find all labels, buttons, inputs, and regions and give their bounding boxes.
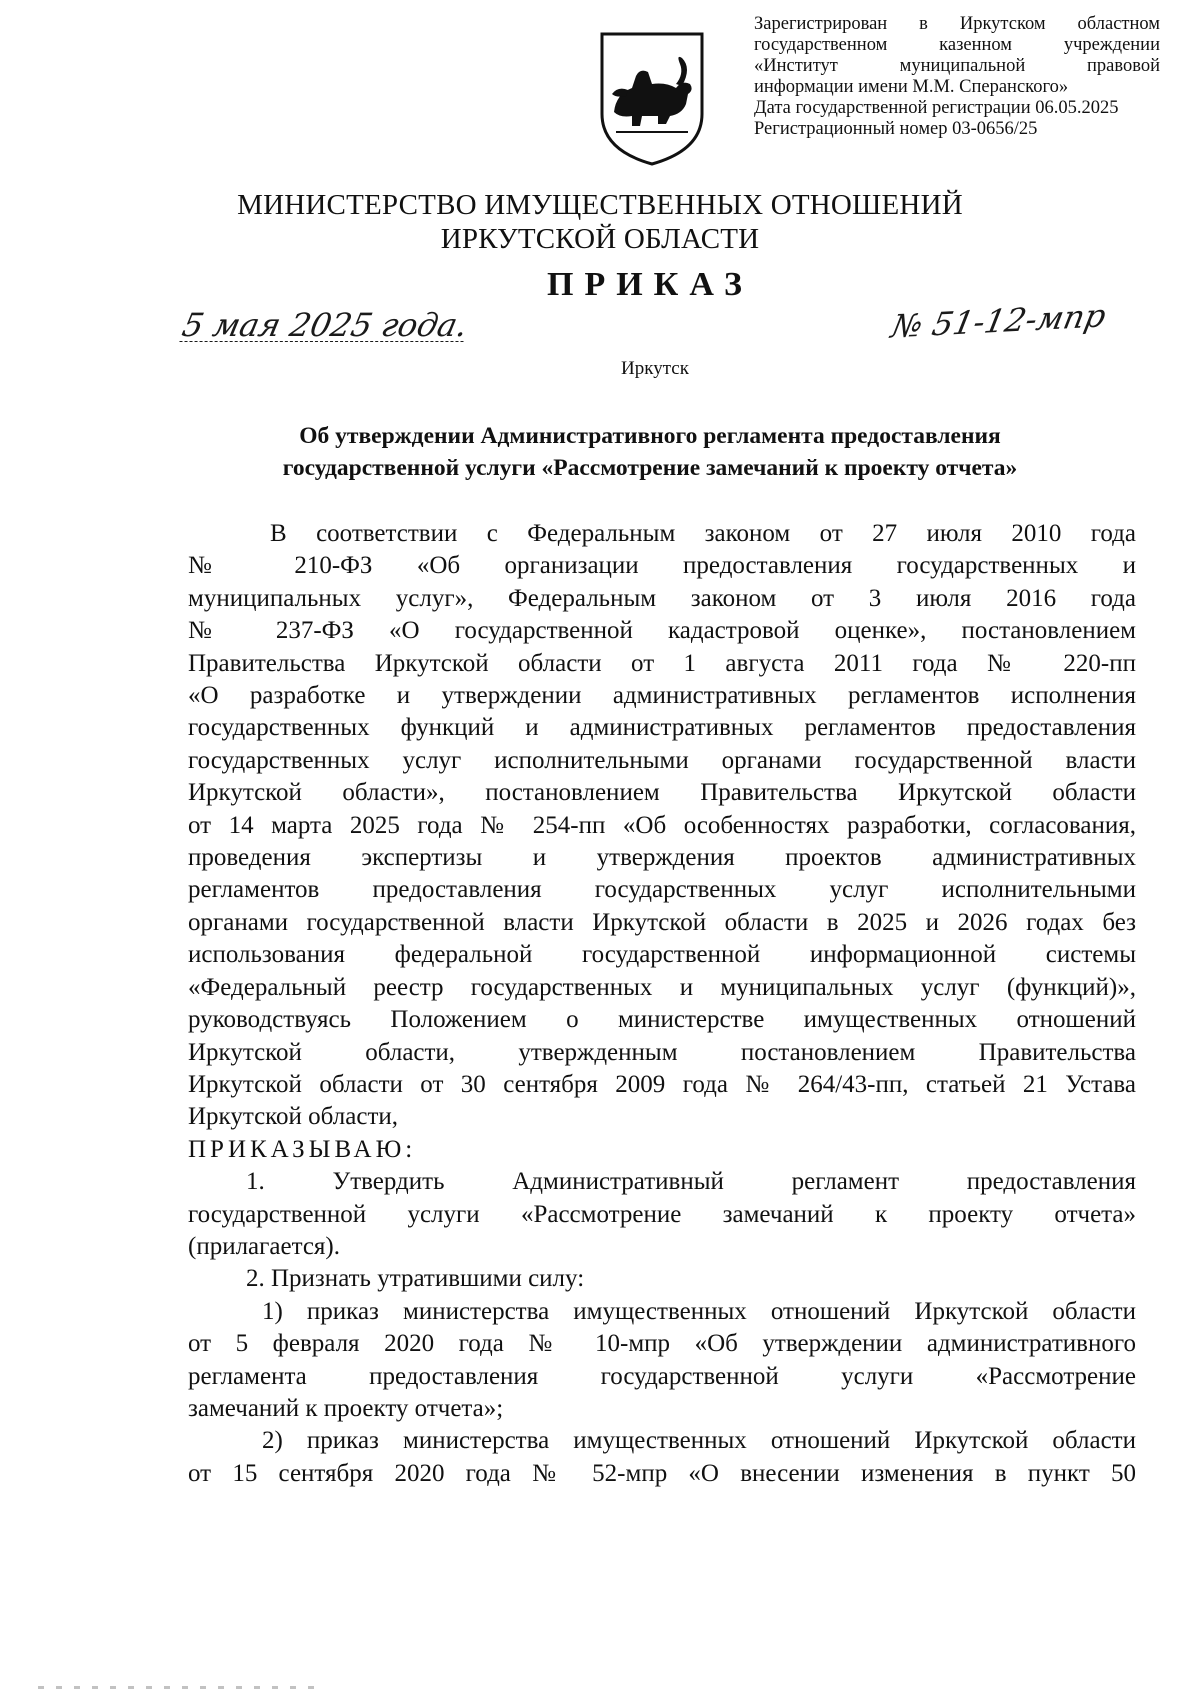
body-line: государственных функций и административных регламентов предоставления <box>188 714 1136 742</box>
registration-line: государственном казенном учреждении <box>754 35 1160 55</box>
body-line: Иркутской области, утвержденным постановлением Правительства <box>188 1038 1136 1066</box>
body-line: Иркутской области», постановлением Правительства Иркутской области <box>188 779 1136 807</box>
document-title-line: Об утверждении Административного регламента предоставления <box>299 423 1001 449</box>
body-line: от 15 сентября 2020 года № 52-мпр «О внесении изменения в пункт 50 <box>188 1459 1136 1487</box>
body-line: Правительства Иркутской области от 1 августа 2011 года № 220-пп <box>188 649 1136 677</box>
body-line: замечаний к проекту отчета»; <box>188 1394 504 1422</box>
document-body <box>188 518 1136 1490</box>
handwritten-order-number: № 51-12-мпр <box>888 296 1110 346</box>
registration-line: информации имени М.М. Сперанского» <box>754 77 1069 97</box>
registration-line: Дата государственной регистрации 06.05.2025 <box>754 98 1119 118</box>
body-line: использования федеральной государственной информационной системы <box>188 941 1136 969</box>
ministry-name <box>0 188 1200 256</box>
registration-line: Регистрационный номер 03-0656/25 <box>754 119 1038 139</box>
body-line: Иркутской области, <box>188 1103 398 1131</box>
city-name: Иркутск <box>621 358 689 379</box>
body-line: 2) приказ министерства имущественных отношений Иркутской области <box>262 1427 1136 1455</box>
body-line: «Федеральный реестр государственных и муниципальных услуг (функций)», <box>188 973 1136 1001</box>
document-title-line: государственной услуги «Рассмотрение замечаний к проекту отчета» <box>282 455 1018 481</box>
body-line: 1. Утвердить Административный регламент предоставления <box>246 1168 1136 1196</box>
ministry-name-line: ИРКУТСКОЙ ОБЛАСТИ <box>440 223 760 255</box>
registration-line: Зарегистрирован в Иркутском областном <box>754 14 1160 34</box>
document-type-heading: ПРИКАЗ <box>547 266 753 303</box>
body-line: от 5 февраля 2020 года № 10-мпр «Об утверждении административного <box>188 1330 1136 1358</box>
body-line: Иркутской области от 30 сентября 2009 года № 264/43-пп, статьей 21 Устава <box>188 1070 1136 1098</box>
body-line: № 210-ФЗ «Об организации предоставления государственных и <box>188 552 1136 580</box>
body-line: органами государственной власти Иркутской области в 2025 и 2026 годах без <box>188 908 1136 936</box>
body-line: «О разработке и утверждении административных регламентов исполнения <box>188 682 1136 710</box>
coat-of-arms-emblem <box>596 28 708 168</box>
body-line: руководствуясь Положением о министерстве имущественных отношений <box>188 1006 1136 1034</box>
body-line: 2. Признать утратившими силу: <box>246 1265 585 1293</box>
body-line: регламентов предоставления государственных услуг исполнительными <box>188 876 1136 904</box>
handwritten-date-text: 5 мая 2025 года. <box>178 306 472 344</box>
body-line: В соответствии с Федеральным законом от 27 июля 2010 года <box>270 520 1136 547</box>
ministry-name-line: МИНИСТЕРСТВО ИМУЩЕСТВЕННЫХ ОТНОШЕНИЙ <box>237 189 963 221</box>
order-directive: ПРИКАЗЫВАЮ: <box>188 1135 417 1163</box>
body-line: государственных услуг исполнительными органами государственной власти <box>188 746 1136 774</box>
body-line: муниципальных услуг», Федеральным законом от 3 июля 2016 года <box>188 584 1136 612</box>
registration-stamp <box>754 14 1160 140</box>
body-line: (прилагается). <box>188 1232 341 1260</box>
body-line: 1) приказ министерства имущественных отношений Иркутской области <box>262 1297 1136 1325</box>
document-title <box>150 420 1150 484</box>
body-line: № 237-ФЗ «О государственной кадастровой оценке», постановлением <box>188 617 1136 645</box>
handwritten-date <box>179 306 471 344</box>
date-underline <box>179 341 463 342</box>
body-line: регламента предоставления государственной услуги «Рассмотрение <box>188 1362 1136 1390</box>
body-line: от 14 марта 2025 года № 254-пп «Об особенностях разработки, согласования, <box>188 811 1136 839</box>
registration-line: «Институт муниципальной правовой <box>754 56 1160 76</box>
body-line: проведения экспертизы и утверждения проектов административных <box>188 844 1136 872</box>
body-line: государственной услуги «Рассмотрение замечаний к проекту отчета» <box>188 1200 1136 1228</box>
scan-artifact <box>38 1686 318 1689</box>
